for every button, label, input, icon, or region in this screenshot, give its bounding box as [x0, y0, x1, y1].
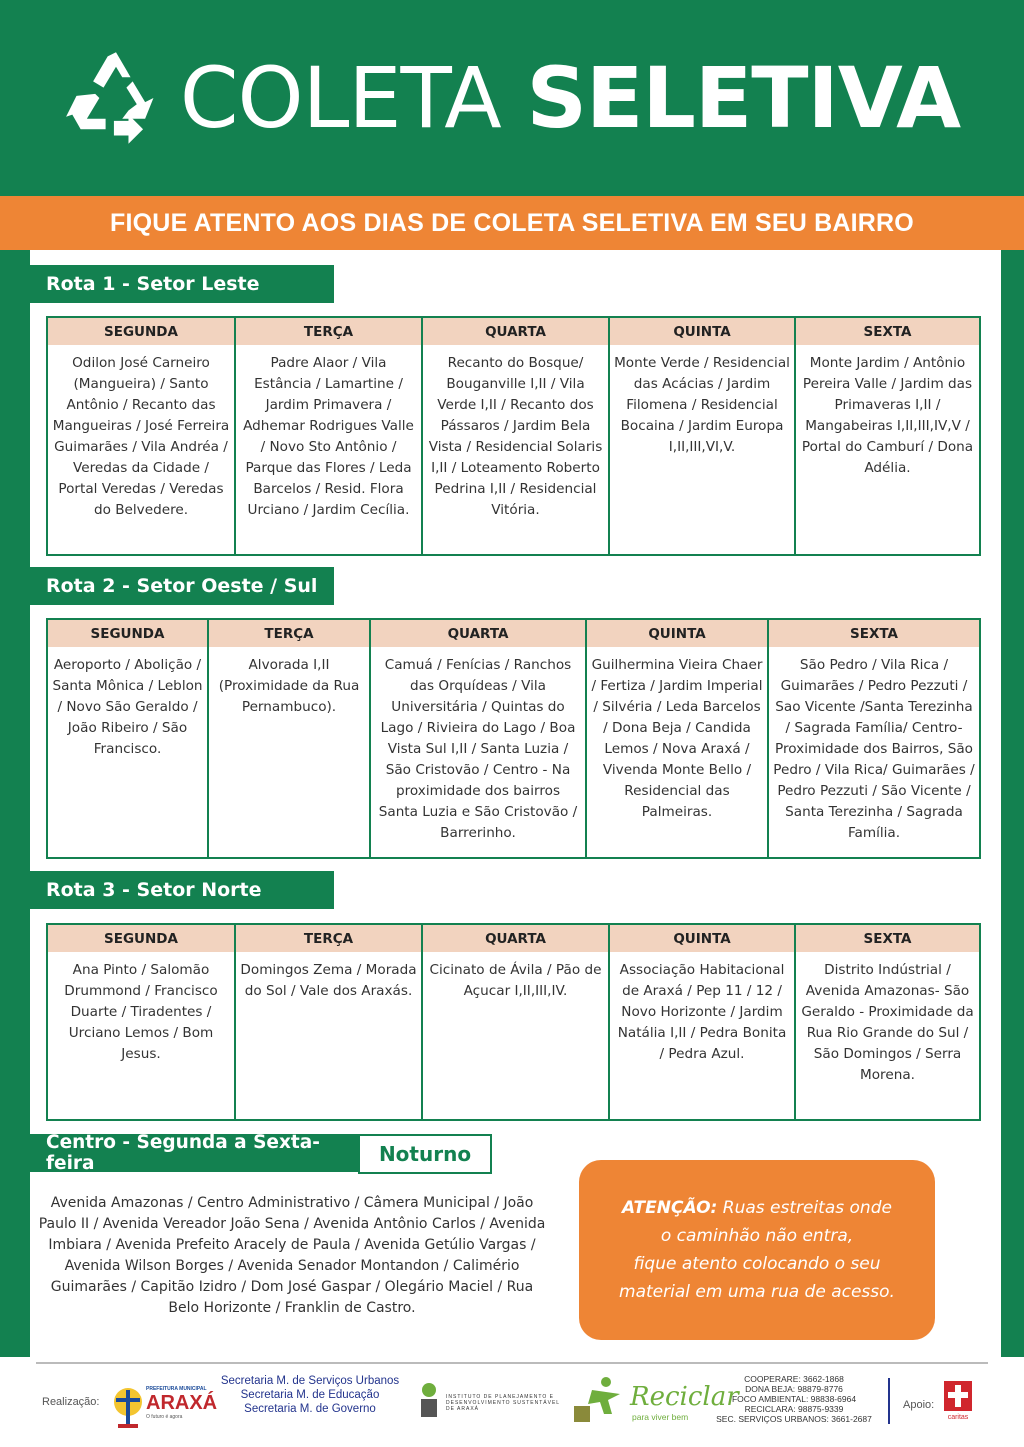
reciclar-slogan: para viver bem [632, 1412, 689, 1422]
day-neighborhoods: Distrito Indústrial / Avenida Amazonas- São Geraldo - Proximidade da Rua Rio Grande do Sul / São Domingos / Serra Morena. [801, 962, 974, 1083]
caritas-logo-icon [944, 1381, 972, 1421]
attention-line-1 [579, 1194, 935, 1222]
right-border [1001, 190, 1024, 1357]
attention-box [579, 1160, 935, 1340]
contact-item: RECICLARA: 98875-9339 [744, 1404, 844, 1414]
day-neighborhoods: São Pedro / Vila Rica / Guimarães / Pedro Pezzuti / Sao Vicente /Santa Terezinha / Sagrada Família/ Centro- Proximidade dos Bairros, São Pedro / Vila Rica/ Guimarães / Pedro Pezzuti / São Vicente / Santa Terezinha / Sagrada Família. [773, 657, 975, 841]
attention-line-3: fique atento colocando o seu [633, 1254, 881, 1274]
banner-text: FIQUE ATENTO AOS DIAS DE COLETA SELETIVA EM SEU BAIRRO [110, 208, 914, 237]
title-light: COLETA [179, 49, 501, 147]
page-title [180, 49, 960, 147]
route-1-col-tuesday [236, 318, 423, 554]
day-neighborhoods: Ana Pinto / Salomão Drummond / Francisco Duarte / Tiradentes / Urciano Lemos / Bom Jesus. [64, 962, 218, 1062]
day-neighborhoods: Alvorada I,II (Proximidade da Rua Pernambuco). [218, 657, 360, 715]
route-2-col-friday [769, 620, 979, 857]
title-bold: SELETIVA [526, 49, 961, 147]
route-2-col-thursday [587, 620, 769, 857]
day-header: TERÇA [209, 620, 369, 647]
day-header: QUINTA [587, 620, 767, 647]
day-neighborhoods: Recanto do Bosque/ Bouganville I,II / Vila Verde I,II / Recanto dos Pássaros / Jardim Bela Vista / Residencial Solaris I,II / Loteamento Roberto Pedrina I,II / Residencial Vitória. [428, 355, 603, 518]
day-header: SEXTA [796, 925, 979, 952]
route-1-col-monday [48, 318, 236, 554]
route-2-col-monday [48, 620, 209, 857]
footer-separator [888, 1378, 890, 1424]
day-header: SEXTA [796, 318, 979, 345]
day-header: SEXTA [769, 620, 979, 647]
day-header: SEGUNDA [48, 318, 234, 345]
noturno-badge: Noturno [358, 1134, 492, 1174]
day-header: QUINTA [610, 925, 794, 952]
route-1-col-friday [796, 318, 979, 554]
day-neighborhoods: Guilhermina Vieira Chaer / Fertiza / Jardim Imperial / Silvéria / Leda Barcelos / Dona Beja / Candida Lemos / Nova Araxá / Vivenda Monte Bello / Residencial das Palmeiras. [591, 657, 763, 820]
realizacao-label: Realização: [42, 1396, 100, 1408]
day-header: SEGUNDA [48, 925, 234, 952]
route-1-title: Rota 1 - Setor Leste [30, 265, 334, 303]
day-neighborhoods: Associação Habitacional de Araxá / Pep 11 / 12 / Novo Horizonte / Jardim Natália I,II / Pedra Bonita / Pedra Azul. [617, 962, 787, 1062]
contact-item: SEC. SERVIÇOS URBANOS: 3661-2687 [716, 1414, 872, 1424]
contacts-list [706, 1374, 882, 1424]
day-neighborhoods: Camuá / Fenícias / Ranchos das Orquídeas / Vila Universitária / Quintas do Lago / Rivieira do Lago / Boa Vista Sul I,II / Santa Luzia / São Cristovão / Centro - Na proximidade dos bairros Santa Luzia e São Cristovão / Barrerinho. [378, 657, 578, 841]
day-header: TERÇA [236, 925, 421, 952]
institute-name: INSTITUTO DE PLANEJAMENTO E DESENVOLVIMENTO SUSTENTÁVEL DE ARAXÁ [446, 1394, 560, 1412]
route-2-title: Rota 2 - Setor Oeste / Sul [30, 567, 334, 605]
route-1-col-wednesday [423, 318, 610, 554]
attention-label: ATENÇÃO: [622, 1198, 718, 1218]
contact-item: FOCO AMBIENTAL: 98838-6964 [731, 1394, 857, 1404]
attention-text-1: Ruas estreitas onde [722, 1198, 892, 1218]
centro-streets: Avenida Amazonas / Centro Administrativo / Câmera Municipal / João Paulo II / Avenida Vereador João Sena / Avenida Antônio Carlos / Avenida Imbiara / Avenida Prefeito Aracely de Paula / Avenida Getúlio Vargas / Avenida Wilson Borges / Avenida Senador Montandon / Calimério Guimarães / Capitão Izidro / Dom José Gaspar / Olegário Maciel / Rua Belo Horizonte / Franklin de Castro. [38, 1195, 546, 1316]
secretarias-list [220, 1374, 400, 1416]
header [0, 0, 1024, 196]
recycle-icon [64, 46, 168, 150]
day-neighborhoods: Cicinato de Ávila / Pão de Açucar I,II,III,IV. [429, 962, 602, 999]
route-3-table [46, 923, 981, 1121]
day-neighborhoods: Monte Verde / Residencial das Acácias / Jardim Filomena / Residencial Bocaina / Jardim Europa I,II,III,VI,V. [614, 355, 790, 455]
araxa-slogan: O futuro é agora [146, 1414, 183, 1420]
apoio-label: Apoio: [903, 1399, 935, 1411]
contact-item: COOPERARE: 3662-1868 [744, 1374, 844, 1384]
day-header: TERÇA [236, 318, 421, 345]
day-header: QUINTA [610, 318, 794, 345]
reciclar-figure-icon [568, 1374, 628, 1424]
route-3-col-monday [48, 925, 236, 1119]
reciclar-logo: Reciclar [630, 1382, 739, 1412]
secretaria-item: Secretaria M. de Governo [244, 1403, 376, 1415]
day-neighborhoods: Domingos Zema / Morada do Sol / Vale dos Araxás. [240, 962, 417, 999]
secretaria-item: Secretaria M. de Educação [240, 1389, 380, 1401]
prefeitura-label: PREFEITURA MUNICIPAL [146, 1386, 207, 1392]
day-neighborhoods: Monte Jardim / Antônio Pereira Valle / Jardim das Primaveras I,II / Mangabeiras I,II,III,IV,V / Portal do Camburí / Dona Adélia. [801, 355, 974, 476]
footer [0, 1366, 1024, 1447]
route-2-col-tuesday [209, 620, 371, 857]
route-3-col-tuesday [236, 925, 423, 1119]
araxa-logo: ARAXÁ [146, 1392, 218, 1414]
route-3-col-friday [796, 925, 979, 1119]
route-1-col-thursday [610, 318, 796, 554]
orange-banner [0, 196, 1024, 250]
day-header: QUARTA [371, 620, 585, 647]
day-header: QUARTA [423, 318, 608, 345]
route-2-col-wednesday [371, 620, 587, 857]
route-3-title: Rota 3 - Setor Norte [30, 871, 334, 909]
centro-title: Centro - Segunda a Sexta-feira [30, 1134, 358, 1172]
route-3-col-thursday [610, 925, 796, 1119]
institute-icon [418, 1382, 440, 1418]
caritas-label: caritas [947, 1414, 969, 1421]
day-neighborhoods: Aeroporto / Abolição / Santa Mônica / Leblon / Novo São Geraldo / João Ribeiro / São Francisco. [52, 657, 203, 757]
secretaria-item: Secretaria M. de Serviços Urbanos [220, 1375, 400, 1387]
route-3-col-wednesday [423, 925, 610, 1119]
day-neighborhoods: Odilon José Carneiro (Mangueira) / Santo Antônio / Recanto das Mangueiras / José Ferreira Guimarães / Vila Andréa / Veredas da Cidade / Portal Veredas / Veredas do Belvedere. [52, 355, 230, 518]
day-header: QUARTA [423, 925, 608, 952]
route-1-table [46, 316, 981, 556]
day-header: SEGUNDA [48, 620, 207, 647]
attention-line-2: o caminhão não entra, [660, 1226, 854, 1246]
day-neighborhoods: Padre Alaor / Vila Estância / Lamartine / Jardim Primavera / Adhemar Rodrigues Valle / Novo Sto Antônio / Parque das Flores / Leda Barcelos / Resid. Flora Urciano / Jardim Cecília. [243, 355, 414, 518]
attention-line-4: material em uma rua de acesso. [619, 1282, 895, 1302]
left-border [0, 190, 30, 1357]
footer-divider [36, 1362, 988, 1364]
route-2-table [46, 618, 981, 859]
contact-item: DONA BEJA: 98879-8776 [745, 1384, 843, 1394]
